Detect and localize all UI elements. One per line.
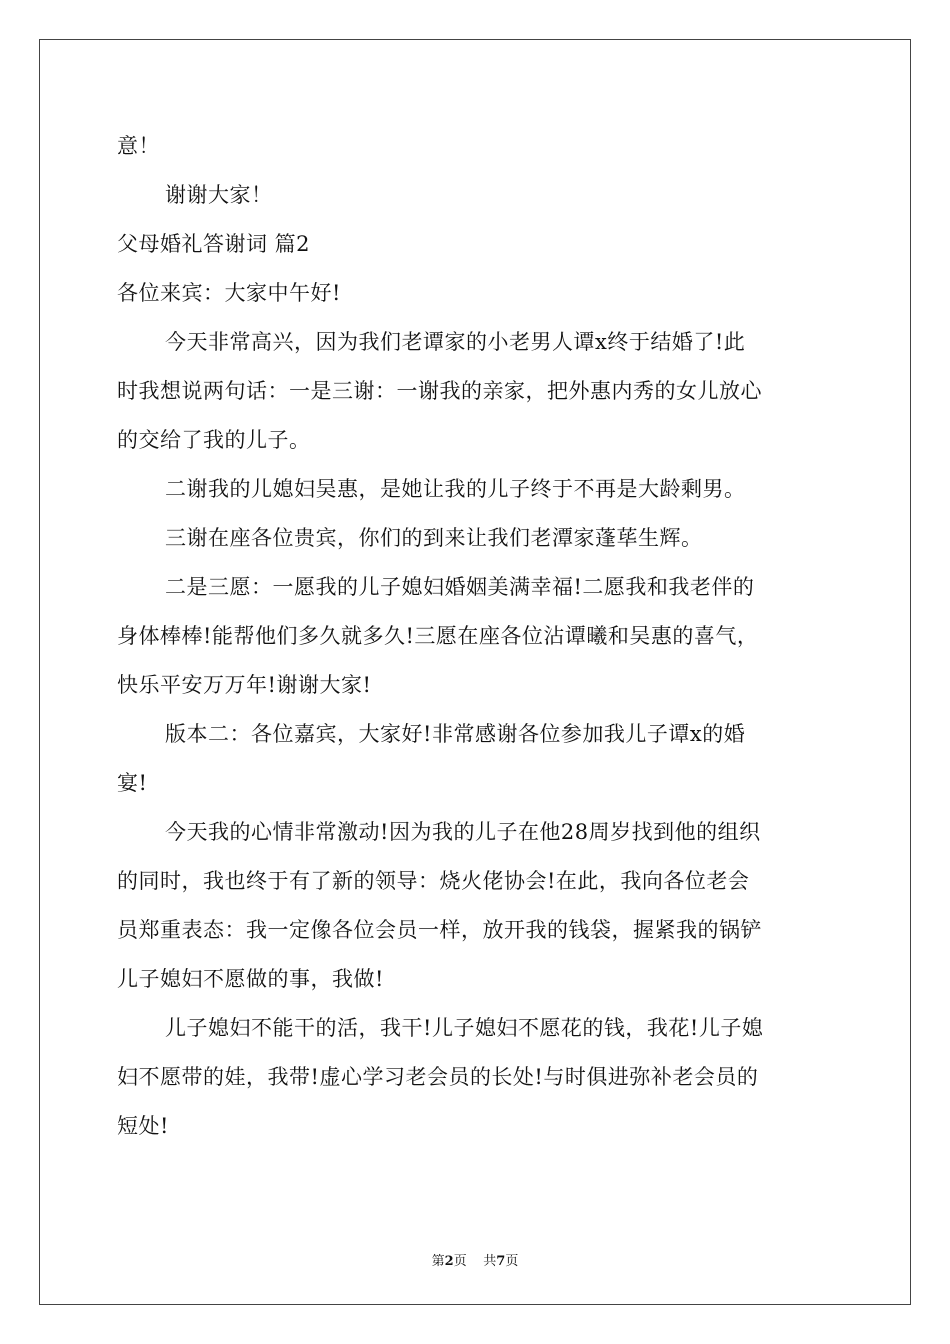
- page-number-suffix: 页: [453, 1254, 467, 1269]
- paragraph-line: 身体棒棒!能帮他们多久就多久!三愿在座各位沾谭曦和吴惠的喜气，: [117, 624, 759, 648]
- paragraph-line: 三谢在座各位贵宾，你们的到来让我们老潭家蓬荜生辉。: [165, 526, 703, 550]
- document-body: [117, 122, 837, 1151]
- paragraph-line: 二是三愿：一愿我的儿子媳妇婚姻美满幸福!二愿我和我老伴的: [165, 575, 755, 599]
- paragraph-line: 员郑重表态：我一定像各位会员一样，放开我的钱袋，握紧我的锅铲: [117, 918, 762, 942]
- paragraph-line: 谢谢大家！: [165, 183, 273, 207]
- paragraph-line: 时我想说两句话：一是三谢：一谢我的亲家，把外惠内秀的女儿放心: [117, 379, 762, 403]
- paragraph-line: 快乐平安万万年!谢谢大家!: [117, 673, 372, 697]
- paragraph-line: 宴!: [117, 771, 148, 795]
- paragraph-line: 二谢我的儿媳妇吴惠，是她让我的儿子终于不再是大龄剩男。: [165, 477, 746, 501]
- paragraph-line: 今天非常高兴，因为我们老谭家的小老男人谭x终于结婚了!此: [165, 330, 746, 354]
- paragraph-line: 各位来宾：大家中午好!: [117, 281, 341, 305]
- paragraph-line: 版本二：各位嘉宾，大家好!非常感谢各位参加我儿子谭x的婚: [165, 722, 746, 746]
- page-total-suffix: 页: [505, 1254, 519, 1269]
- page-number-current: 2: [444, 1254, 454, 1269]
- section-heading: 父母婚礼答谢词 篇2: [117, 232, 311, 256]
- paragraph-line: 儿子媳妇不愿做的事，我做!: [117, 967, 384, 991]
- paragraph-line: 儿子媳妇不能干的活，我干!儿子媳妇不愿花的钱，我花!儿子媳: [165, 1016, 764, 1040]
- paragraph-line: 今天我的心情非常激动!因为我的儿子在他28周岁找到他的组织: [165, 820, 761, 844]
- paragraph-line: 的交给了我的儿子。: [117, 428, 311, 452]
- page-total: 7: [496, 1254, 506, 1269]
- paragraph-line: 短处!: [117, 1114, 169, 1138]
- paragraph-line: 妇不愿带的娃，我带!虚心学习老会员的长处!与时俱进弥补老会员的: [117, 1065, 759, 1089]
- paragraph-line: 的同时，我也终于有了新的领导：烧火佬协会!在此，我向各位老会: [117, 869, 750, 893]
- page-number-prefix: 第: [431, 1254, 445, 1269]
- paragraph-line: 意！: [117, 134, 160, 158]
- page-total-prefix: 共: [483, 1254, 497, 1269]
- page-footer: [0, 1250, 950, 1269]
